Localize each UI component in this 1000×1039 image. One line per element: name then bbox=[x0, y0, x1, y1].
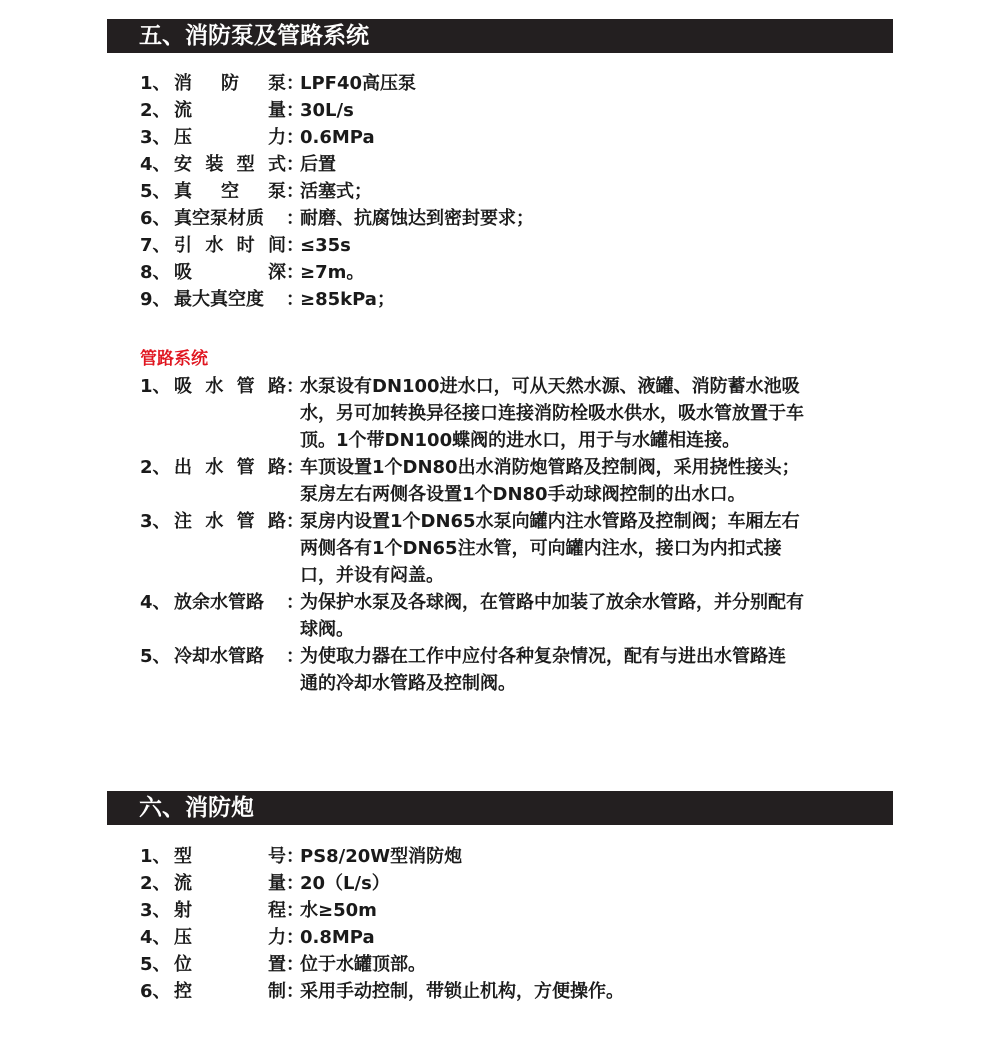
pump-spec-list bbox=[140, 70, 910, 313]
list-item bbox=[140, 373, 910, 454]
item-colon: ： bbox=[286, 954, 304, 975]
item-label-char: 消 bbox=[174, 73, 192, 94]
item-label-char: 真空泵材质 bbox=[174, 208, 264, 229]
list-item bbox=[140, 897, 910, 924]
item-number: 9、 bbox=[140, 289, 171, 310]
item-label-char: 放余水管路 bbox=[174, 592, 264, 613]
item-number: 3、 bbox=[140, 900, 171, 921]
item-value-line: 泵房左右两侧各设置1个DN80手动球阀控制的出水口。 bbox=[300, 484, 746, 505]
item-colon: ： bbox=[286, 181, 304, 202]
item-number: 5、 bbox=[140, 954, 171, 975]
item-label bbox=[174, 643, 286, 697]
list-item bbox=[140, 259, 910, 286]
list-item bbox=[140, 454, 910, 508]
item-colon: ： bbox=[286, 511, 304, 532]
item-label-char: 制 bbox=[268, 981, 286, 1002]
fire-monitor-spec-list bbox=[140, 843, 910, 1005]
list-item bbox=[140, 232, 910, 259]
item-label bbox=[174, 924, 286, 951]
item-number: 2、 bbox=[140, 100, 171, 121]
item-value: 位于水罐顶部。 bbox=[300, 954, 426, 975]
item-colon: ： bbox=[286, 376, 304, 397]
list-item bbox=[140, 286, 910, 313]
item-label-char: 最大真空度 bbox=[174, 289, 264, 310]
item-label-char: 空 bbox=[221, 181, 239, 202]
item-label bbox=[174, 151, 286, 178]
item-label-char: 压 bbox=[174, 127, 192, 148]
item-label-char: 吸 bbox=[174, 376, 192, 397]
item-colon: ： bbox=[286, 154, 304, 175]
item-label-char: 时 bbox=[236, 235, 255, 256]
section-heading-fire-monitor: 六、消防炮 bbox=[107, 791, 893, 825]
item-label-char: 装 bbox=[205, 154, 224, 175]
item-value: PS8/20W型消防炮 bbox=[300, 846, 463, 867]
item-value bbox=[300, 643, 910, 697]
pipe-system-subheading: 管路系统 bbox=[140, 349, 208, 369]
item-label-char: 吸 bbox=[174, 262, 192, 283]
item-label bbox=[174, 373, 286, 454]
item-value bbox=[300, 373, 910, 454]
item-number: 5、 bbox=[140, 181, 171, 202]
item-number: 7、 bbox=[140, 235, 171, 256]
item-label-char: 注 bbox=[174, 511, 192, 532]
item-value-line: 口，并设有闷盖。 bbox=[300, 565, 444, 586]
item-label bbox=[174, 897, 286, 924]
item-colon: ： bbox=[286, 73, 304, 94]
list-item bbox=[140, 124, 910, 151]
item-value-line: 水，另可加转换异径接口连接消防栓吸水供水，吸水管放置于车 bbox=[300, 403, 804, 424]
item-value-line: 球阀。 bbox=[300, 619, 354, 640]
list-item bbox=[140, 508, 910, 589]
item-value: 30L/s bbox=[300, 100, 354, 121]
item-value: 0.8MPa bbox=[300, 927, 375, 948]
item-value: 活塞式； bbox=[300, 181, 372, 202]
item-label-char: 型 bbox=[236, 154, 255, 175]
item-number: 5、 bbox=[140, 646, 171, 667]
list-item bbox=[140, 924, 910, 951]
item-label bbox=[174, 286, 286, 313]
item-colon: ： bbox=[286, 981, 304, 1002]
item-label-char: 防 bbox=[221, 73, 239, 94]
item-number: 6、 bbox=[140, 981, 171, 1002]
item-colon: ： bbox=[286, 100, 304, 121]
item-number: 3、 bbox=[140, 511, 171, 532]
item-colon: ： bbox=[286, 846, 304, 867]
item-value: ≤35s bbox=[300, 235, 351, 256]
item-number: 2、 bbox=[140, 457, 171, 478]
item-label bbox=[174, 454, 286, 508]
item-value-line: 为保护水泵及各球阀，在管路中加装了放余水管路，并分别配有 bbox=[300, 592, 804, 613]
list-item bbox=[140, 70, 910, 97]
item-label bbox=[174, 589, 286, 643]
list-item bbox=[140, 951, 910, 978]
item-value-line: 车顶设置1个DN80出水消防炮管路及控制阀，采用挠性接头； bbox=[300, 457, 800, 478]
item-label bbox=[174, 205, 286, 232]
item-label-char: 水 bbox=[205, 235, 224, 256]
item-label bbox=[174, 259, 286, 286]
item-value-line: 两侧各有1个DN65注水管，可向罐内注水，接口为内扣式接 bbox=[300, 538, 782, 559]
item-colon: ： bbox=[286, 592, 304, 613]
item-value-line: 泵房内设置1个DN65水泵向罐内注水管路及控制阀；车厢左右 bbox=[300, 511, 800, 532]
item-label-char: 管 bbox=[236, 376, 255, 397]
item-label-char: 出 bbox=[174, 457, 192, 478]
item-label-char: 管 bbox=[236, 511, 255, 532]
list-item bbox=[140, 643, 910, 697]
item-label bbox=[174, 978, 286, 1005]
item-label-char: 泵 bbox=[268, 181, 286, 202]
item-colon: ： bbox=[286, 900, 304, 921]
item-colon: ： bbox=[286, 208, 304, 229]
item-label-char: 路 bbox=[267, 457, 286, 478]
item-label bbox=[174, 508, 286, 589]
item-number: 4、 bbox=[140, 592, 171, 613]
item-colon: ： bbox=[286, 289, 304, 310]
item-value-line: 水泵设有DN100进水口，可从天然水源、液罐、消防蓄水池吸 bbox=[300, 376, 800, 397]
item-number: 8、 bbox=[140, 262, 171, 283]
item-label bbox=[174, 124, 286, 151]
item-colon: ： bbox=[286, 262, 304, 283]
item-label-char: 管 bbox=[236, 457, 255, 478]
item-label-char: 水 bbox=[205, 511, 224, 532]
item-label-char: 位 bbox=[174, 954, 192, 975]
item-value: 20（L/s） bbox=[300, 873, 390, 894]
list-item bbox=[140, 843, 910, 870]
item-label bbox=[174, 232, 286, 259]
item-colon: ： bbox=[286, 235, 304, 256]
item-colon: ： bbox=[286, 646, 304, 667]
item-label-char: 量 bbox=[268, 100, 286, 121]
item-number: 3、 bbox=[140, 127, 171, 148]
item-label-char: 泵 bbox=[268, 73, 286, 94]
list-item bbox=[140, 589, 910, 643]
item-value-line: 通的冷却水管路及控制阀。 bbox=[300, 673, 516, 694]
item-label-char: 安 bbox=[174, 154, 192, 175]
item-label bbox=[174, 70, 286, 97]
item-value: 采用手动控制，带锁止机构，方便操作。 bbox=[300, 981, 624, 1002]
item-label-char: 流 bbox=[174, 100, 192, 121]
item-label-char: 水 bbox=[205, 457, 224, 478]
item-label-char: 射 bbox=[174, 900, 192, 921]
item-label-char: 流 bbox=[174, 873, 192, 894]
list-item bbox=[140, 978, 910, 1005]
item-label bbox=[174, 178, 286, 205]
item-value: 后置 bbox=[300, 154, 336, 175]
item-label-char: 间 bbox=[267, 235, 286, 256]
list-item bbox=[140, 178, 910, 205]
item-number: 2、 bbox=[140, 873, 171, 894]
list-item bbox=[140, 205, 910, 232]
item-label-char: 量 bbox=[268, 873, 286, 894]
item-number: 6、 bbox=[140, 208, 171, 229]
list-item bbox=[140, 97, 910, 124]
item-value: ≥85kPa； bbox=[300, 289, 395, 310]
item-label bbox=[174, 951, 286, 978]
item-label bbox=[174, 843, 286, 870]
item-label-char: 真 bbox=[174, 181, 192, 202]
item-label-char: 深 bbox=[268, 262, 286, 283]
item-number: 1、 bbox=[140, 73, 171, 94]
item-label bbox=[174, 97, 286, 124]
item-value-line: 顶。1个带DN100蝶阀的进水口，用于与水罐相连接。 bbox=[300, 430, 741, 451]
item-number: 4、 bbox=[140, 154, 171, 175]
item-label-char: 置 bbox=[268, 954, 286, 975]
item-label-char: 号 bbox=[268, 846, 286, 867]
item-colon: ： bbox=[286, 457, 304, 478]
item-colon: ： bbox=[286, 927, 304, 948]
item-value bbox=[300, 589, 910, 643]
item-value bbox=[300, 454, 910, 508]
item-label-char: 压 bbox=[174, 927, 192, 948]
item-label-char: 路 bbox=[267, 511, 286, 532]
item-colon: ： bbox=[286, 127, 304, 148]
list-item bbox=[140, 151, 910, 178]
item-colon: ： bbox=[286, 873, 304, 894]
list-item bbox=[140, 870, 910, 897]
item-label-char: 力 bbox=[268, 927, 286, 948]
item-label-char: 引 bbox=[174, 235, 192, 256]
item-label-char: 型 bbox=[174, 846, 192, 867]
item-number: 1、 bbox=[140, 376, 171, 397]
item-label-char: 水 bbox=[205, 376, 224, 397]
item-label-char: 控 bbox=[174, 981, 192, 1002]
item-value: 耐磨、抗腐蚀达到密封要求； bbox=[300, 208, 534, 229]
item-label bbox=[174, 870, 286, 897]
item-number: 1、 bbox=[140, 846, 171, 867]
item-label-char: 式 bbox=[267, 154, 286, 175]
item-value: ≥7m。 bbox=[300, 262, 365, 283]
item-label-char: 力 bbox=[268, 127, 286, 148]
item-number: 4、 bbox=[140, 927, 171, 948]
item-label-char: 冷却水管路 bbox=[174, 646, 264, 667]
item-value bbox=[300, 508, 910, 589]
item-value: LPF40高压泵 bbox=[300, 73, 417, 94]
pipe-system-list bbox=[140, 373, 910, 697]
item-value: 0.6MPa bbox=[300, 127, 375, 148]
item-label-char: 程 bbox=[268, 900, 286, 921]
item-value-line: 为使取力器在工作中应付各种复杂情况，配有与进出水管路连 bbox=[300, 646, 786, 667]
item-value: 水≥50m bbox=[300, 900, 377, 921]
section-heading-fire-pump: 五、消防泵及管路系统 bbox=[107, 19, 893, 53]
item-label-char: 路 bbox=[267, 376, 286, 397]
